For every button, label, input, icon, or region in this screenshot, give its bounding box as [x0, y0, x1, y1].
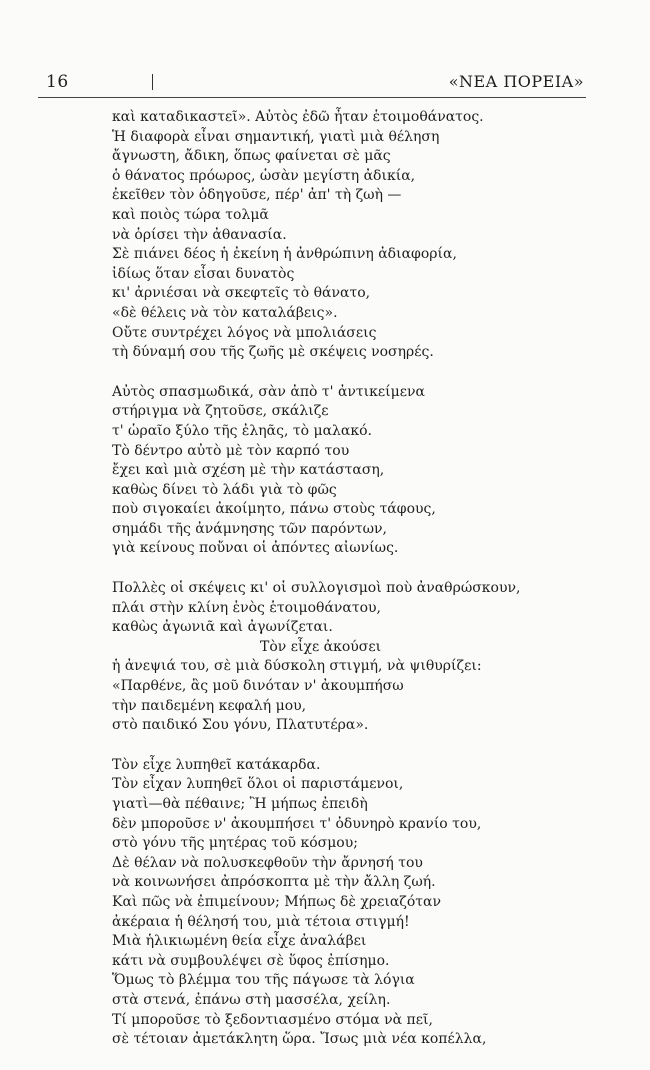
poem-line: ἄγνωστη, ἄδικη, ὅπως φαίνεται σὲ μᾶς — [112, 148, 391, 165]
poem-line: Δὲ θέλαν νὰ πολυσκεφθοῦν τὴν ἄρνησή του — [112, 854, 423, 871]
header-rule — [38, 97, 586, 98]
poem-line: στὸ παιδικό Σου γόνυ, Πλατυτέρα». — [112, 717, 369, 734]
poem-line: ποὺ σιγοκαίει ἀκοίμητο, πάνω στοὺς τάφους, — [112, 501, 436, 518]
poem-line: Σὲ πιάνει δέος ἡ ἐκείνη ἡ ἀνθρώπινη ἀδιαφορία, — [112, 246, 457, 263]
poem-body — [112, 108, 552, 1070]
poem-line: ἐκεῖθεν τὸν ὁδηγοῦσε, πέρ' ἀπ' τὴ ζωὴ — — [112, 187, 402, 204]
poem-line: «Παρθένε, ἂς μοῦ δινόταν ν' ἀκουμπήσω — [112, 678, 404, 695]
poem-line: Αὐτὸς σπασμωδικά, σὰν ἀπὸ τ' ἀντικείμενα — [112, 383, 425, 400]
poem-line: ἀκέραια ἡ θέλησή του, μιὰ τέτοια στιγμή! — [112, 913, 410, 930]
poem-line: τὴ δύναμή σου τῆς ζωῆς μὲ σκέψεις νοσηρές. — [112, 344, 434, 361]
stanza — [112, 579, 552, 736]
poem-line-indented: Τὸν εἶχε ἀκούσει — [260, 638, 382, 655]
poem-line: τὴν παιδεμένη κεφαλή μου, — [112, 697, 307, 714]
stanza — [112, 108, 552, 363]
poem-line: νὰ ὁρίσει τὴν ἀθανασία. — [112, 226, 287, 243]
page-number: 16 — [46, 72, 69, 92]
poem-line: Μιὰ ἡλικιωμένη θεία εἶχε ἀναλάβει — [112, 933, 367, 950]
running-title: «ΝΕΑ ΠΟΡΕΙΑ» — [448, 72, 584, 91]
poem-line: Τὸν εἶχε λυπηθεῖ κατάκαρδα. — [112, 756, 321, 773]
poem-line: στὸ γόνυ τῆς μητέρας τοῦ κόσμου; — [112, 835, 358, 852]
poem-line: στήριγμα νὰ ζητοῦσε, σκάλιζε — [112, 403, 329, 420]
poem-line: καὶ ποιὸς τώρα τολμᾶ — [112, 206, 269, 223]
stanza — [112, 383, 552, 559]
poem-line: τ' ὡραῖο ξύλο τῆς ἐληᾶς, τὸ μαλακό. — [112, 422, 373, 439]
poem-line: Τὸ δέντρο αὐτὸ μὲ τὸν καρπό του — [112, 442, 350, 459]
poem-line: Οὔτε συντρέχει λόγος νὰ μπολιάσεις — [112, 324, 377, 341]
header-tick-mark — [152, 74, 153, 90]
stanza — [112, 756, 552, 1050]
poem-line: Καὶ πῶς νὰ ἐπιμείνουν; Μήπως δὲ χρειαζόταν — [112, 893, 442, 910]
poem-line: ἡ ἀνεψιά του, σὲ μιὰ δύσκολη στιγμή, νὰ ψιθυρίζει: — [112, 658, 482, 675]
poem-line: κάτι νὰ συμβουλέψει σὲ ὕφος ἐπίσημο. — [112, 952, 390, 969]
poem-line: Τὸν εἶχαν λυπηθεῖ ὅλοι οἱ παριστάμενοι, — [112, 776, 404, 793]
poem-line: γιατὶ—θὰ πέθαινε; Ἢ μήπως ἐπειδὴ — [112, 796, 368, 812]
poem-line: καθὼς δίνει τὸ λάδι γιὰ τὸ φῶς — [112, 481, 337, 498]
poem-line: ἔχει καὶ μιὰ σχέση μὲ τὴν κατάσταση, — [112, 462, 385, 479]
poem-line: Ἡ διαφορὰ εἶναι σημαντική, γιατὶ μιὰ θέληση — [112, 128, 440, 145]
poem-line: καθὼς ἀγωνιᾶ καὶ ἀγωνίζεται. — [112, 619, 333, 636]
poem-line: κι' ἀρνιέσαι νὰ σκεφτεῖς τὸ θάνατο, — [112, 285, 371, 302]
poem-line: δὲν μποροῦσε ν' ἀκουμπήσει τ' ὀδυνηρὸ κρανίο του, — [112, 815, 482, 832]
poem-line: Πολλὲς οἱ σκέψεις κι' οἱ συλλογισμοὶ ποὺ ἀναθρώσκουν, — [112, 580, 521, 597]
poem-line: σημάδι τῆς ἀνάμνησης τῶν παρόντων, — [112, 520, 388, 537]
poem-line: Ὅμως τὸ βλέμμα του τῆς πάγωσε τὰ λόγια — [112, 972, 415, 989]
poem-line: σὲ τέτοιαν ἀμετάκλητη ὥρα. Ἴσως μιὰ νέα κοπέλλα, — [112, 1031, 487, 1048]
poem-line: «δὲ θέλεις νὰ τὸν καταλάβεις». — [112, 304, 338, 321]
poem-line: ἰδίως ὅταν εἶσαι δυνατὸς — [112, 265, 295, 282]
poem-line: νὰ κοινωνήσει ἀπρόσκοπτα μὲ τὴν ἄλλη ζωή. — [112, 874, 436, 891]
poem-line: καὶ καταδικαστεῖ». Αὐτὸς ἐδῶ ἦταν ἑτοιμοθάνατος. — [112, 109, 484, 125]
poem-line: πλάι στὴν κλίνη ἑνὸς ἑτοιμοθάνατου, — [112, 599, 382, 616]
poem-line: γιὰ κείνους ποὔναι οἱ ἀπόντες αἰωνίως. — [112, 540, 399, 557]
poem-line: ὁ θάνατος πρόωρος, ὡσὰν μεγίστη ἀδικία, — [112, 167, 416, 184]
poem-line: στὰ στενά, ἐπάνω στὴ μασσέλα, χείλη. — [112, 991, 391, 1008]
poem-line: Τί μποροῦσε τὸ ξεδοντιασμένο στόμα νὰ πεῖ, — [112, 1011, 433, 1028]
